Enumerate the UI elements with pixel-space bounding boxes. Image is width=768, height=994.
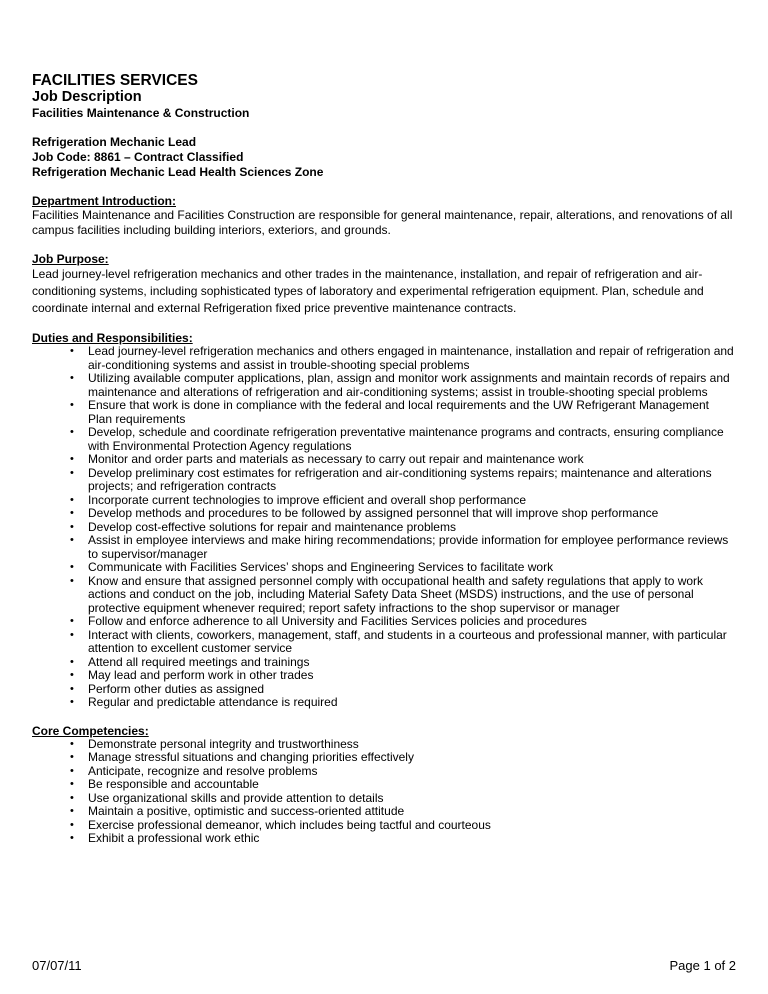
duty-item (32, 575, 736, 616)
bullet-icon: • (70, 466, 74, 479)
duty-item (32, 426, 736, 453)
job-purpose-text: Lead journey-level refrigeration mechanics and other trades in the maintenance, installation, and repair of refrigeration and air-conditioning systems, including sophisticated types of laboratory and experimental refrigeration equipment. Plan, schedule and coordinate internal and external Refrigeration fixed price preventive maintenance contracts. (32, 267, 704, 315)
department-intro-heading: Department Introduction: (32, 194, 176, 208)
duty-item-text: May lead and perform work in other trades (88, 668, 314, 682)
duty-item-text: Know and ensure that assigned personnel comply with occupational health and safety regulations that apply to work actions and conduct on the job, including Material Safety Data Sheet (MSDS) instructions, and the use of personal protective equipment whenever required; report safety infractions to the shop supervisor or manager (88, 573, 704, 615)
duty-item-text: Develop cost-effective solutions for repair and maintenance problems (88, 519, 456, 534)
duty-item (32, 372, 736, 399)
bullet-icon: • (70, 764, 74, 777)
bullet-icon: • (70, 534, 74, 546)
bullet-icon: • (70, 520, 74, 533)
duty-item-text: Monitor and order parts and materials as necessary to carry out repair and maintenance work (88, 452, 584, 466)
bullet-icon: • (70, 669, 74, 681)
duty-item (32, 507, 736, 521)
competency-item-text: Exercise professional demeanor, which includes being tactful and courteous (88, 817, 491, 832)
competency-item (32, 738, 736, 752)
duty-item (32, 629, 736, 656)
competency-item-text: Manage stressful situations and changing priorities effectively (88, 750, 414, 764)
competency-item (32, 819, 736, 833)
job-code: Job Code: 8861 – Contract Classified (32, 150, 244, 164)
bullet-icon: • (70, 345, 74, 357)
bullet-icon: • (70, 737, 74, 750)
competency-item (32, 765, 736, 779)
doc-type-title: Job Description (32, 89, 142, 105)
division-title: Facilities Maintenance & Construction (32, 106, 250, 120)
competency-item-text: Be responsible and accountable (88, 777, 259, 791)
duty-item-text: Regular and predictable attendance is required (88, 695, 338, 709)
org-title: FACILITIES SERVICES (32, 72, 198, 89)
duty-item-text: Perform other duties as assigned (88, 681, 265, 696)
bullet-icon: • (70, 805, 74, 817)
duty-item-text: Communicate with Facilities Services’ shops and Engineering Services to facilitate work (88, 560, 554, 574)
bullet-icon: • (70, 399, 74, 411)
competency-item (32, 778, 736, 792)
bullet-icon: • (70, 615, 74, 627)
competency-item-text: Demonstrate personal integrity and trustworthiness (88, 736, 359, 751)
duty-item-text: Develop, schedule and coordinate refrigeration preventative maintenance programs and contracts, ensuring compliance with Environmental Protection Agency regulations (88, 425, 724, 453)
duty-item (32, 683, 736, 697)
bullet-icon: • (70, 791, 74, 804)
duty-item (32, 467, 736, 494)
duty-item-text: Develop methods and procedures to be followed by assigned personnel that will improve shop performance (88, 506, 659, 520)
bullet-icon: • (70, 453, 74, 465)
duty-item-text: Incorporate current technologies to improve efficient and overall shop performance (88, 492, 527, 507)
competency-item (32, 805, 736, 819)
bullet-icon: • (70, 832, 74, 844)
page-footer (32, 958, 736, 974)
duty-item-text: Assist in employee interviews and make hiring recommendations; provide information for employee performance reviews to supervisor/manager (88, 533, 729, 561)
bullet-icon: • (70, 655, 74, 668)
bullet-icon: • (70, 682, 74, 695)
duty-item (32, 521, 736, 535)
footer-date: 07/07/11 (32, 958, 82, 973)
duty-item (32, 345, 736, 372)
competency-item (32, 792, 736, 806)
duty-item-text: Attend all required meetings and trainings (88, 654, 310, 669)
duty-item (32, 615, 736, 629)
page-number: Page 1 of 2 (669, 958, 736, 973)
competency-item-text: Exhibit a professional work ethic (88, 831, 260, 845)
duty-item-text: Utilizing available computer applications, plan, assign and monitor work assignments and maintain records of repairs and maintenance and alterations of refrigeration and air-conditioning systems; assist in trouble-shooting special problems (88, 371, 730, 399)
duty-item (32, 399, 736, 426)
competency-item-text: Use organizational skills and provide attention to details (88, 790, 384, 805)
duties-heading: Duties and Responsibilities: (32, 331, 193, 345)
duty-item (32, 696, 736, 710)
duty-item-text: Develop preliminary cost estimates for refrigeration and air-conditioning systems repairs; maintenance and alterations projects; and refrigeration contracts (88, 465, 712, 493)
duty-item (32, 669, 736, 683)
department-intro-text: Facilities Maintenance and Facilities Construction are responsible for general maintenance, repair, alterations, and renovations of all campus facilities including building interiors, exteriors, and grounds. (32, 208, 733, 237)
bullet-icon: • (70, 574, 74, 587)
duty-item (32, 494, 736, 508)
job-purpose-heading: Job Purpose: (32, 252, 109, 266)
bullet-icon: • (70, 778, 74, 790)
job-zone: Refrigeration Mechanic Lead Health Sciences Zone (32, 165, 324, 179)
duty-item-text: Interact with clients, coworkers, management, staff, and students in a courteous and professional manner, with particular attention to excellent customer service (88, 627, 727, 655)
competency-item (32, 832, 736, 846)
bullet-icon: • (70, 426, 74, 438)
bullet-icon: • (70, 751, 74, 763)
competencies-heading: Core Competencies: (32, 723, 149, 738)
competencies-list (32, 738, 736, 846)
duty-item (32, 453, 736, 467)
competency-item-text: Maintain a positive, optimistic and success-oriented attitude (88, 804, 405, 818)
competency-item-text: Anticipate, recognize and resolve problems (88, 763, 318, 778)
duty-item-text: Ensure that work is done in compliance with the federal and local requirements and the UW Refrigerant Management Plan requirements (88, 398, 709, 426)
bullet-icon: • (70, 628, 74, 641)
duty-item-text: Lead journey-level refrigeration mechanics and others engaged in maintenance, installation and repair of refrigeration and air-conditioning systems and assist in trouble-shooting special problems (88, 344, 734, 372)
bullet-icon: • (70, 372, 74, 384)
job-title: Refrigeration Mechanic Lead (32, 135, 197, 149)
bullet-icon: • (70, 507, 74, 519)
duty-item-text: Follow and enforce adherence to all University and Facilities Services policies and procedures (88, 614, 587, 628)
bullet-icon: • (70, 696, 74, 708)
bullet-icon: • (70, 493, 74, 506)
bullet-icon: • (70, 818, 74, 831)
bullet-icon: • (70, 561, 74, 573)
duties-list (32, 345, 736, 710)
duty-item (32, 656, 736, 670)
duty-item (32, 561, 736, 575)
duty-item (32, 534, 736, 561)
competency-item (32, 751, 736, 765)
document-page (32, 72, 736, 846)
